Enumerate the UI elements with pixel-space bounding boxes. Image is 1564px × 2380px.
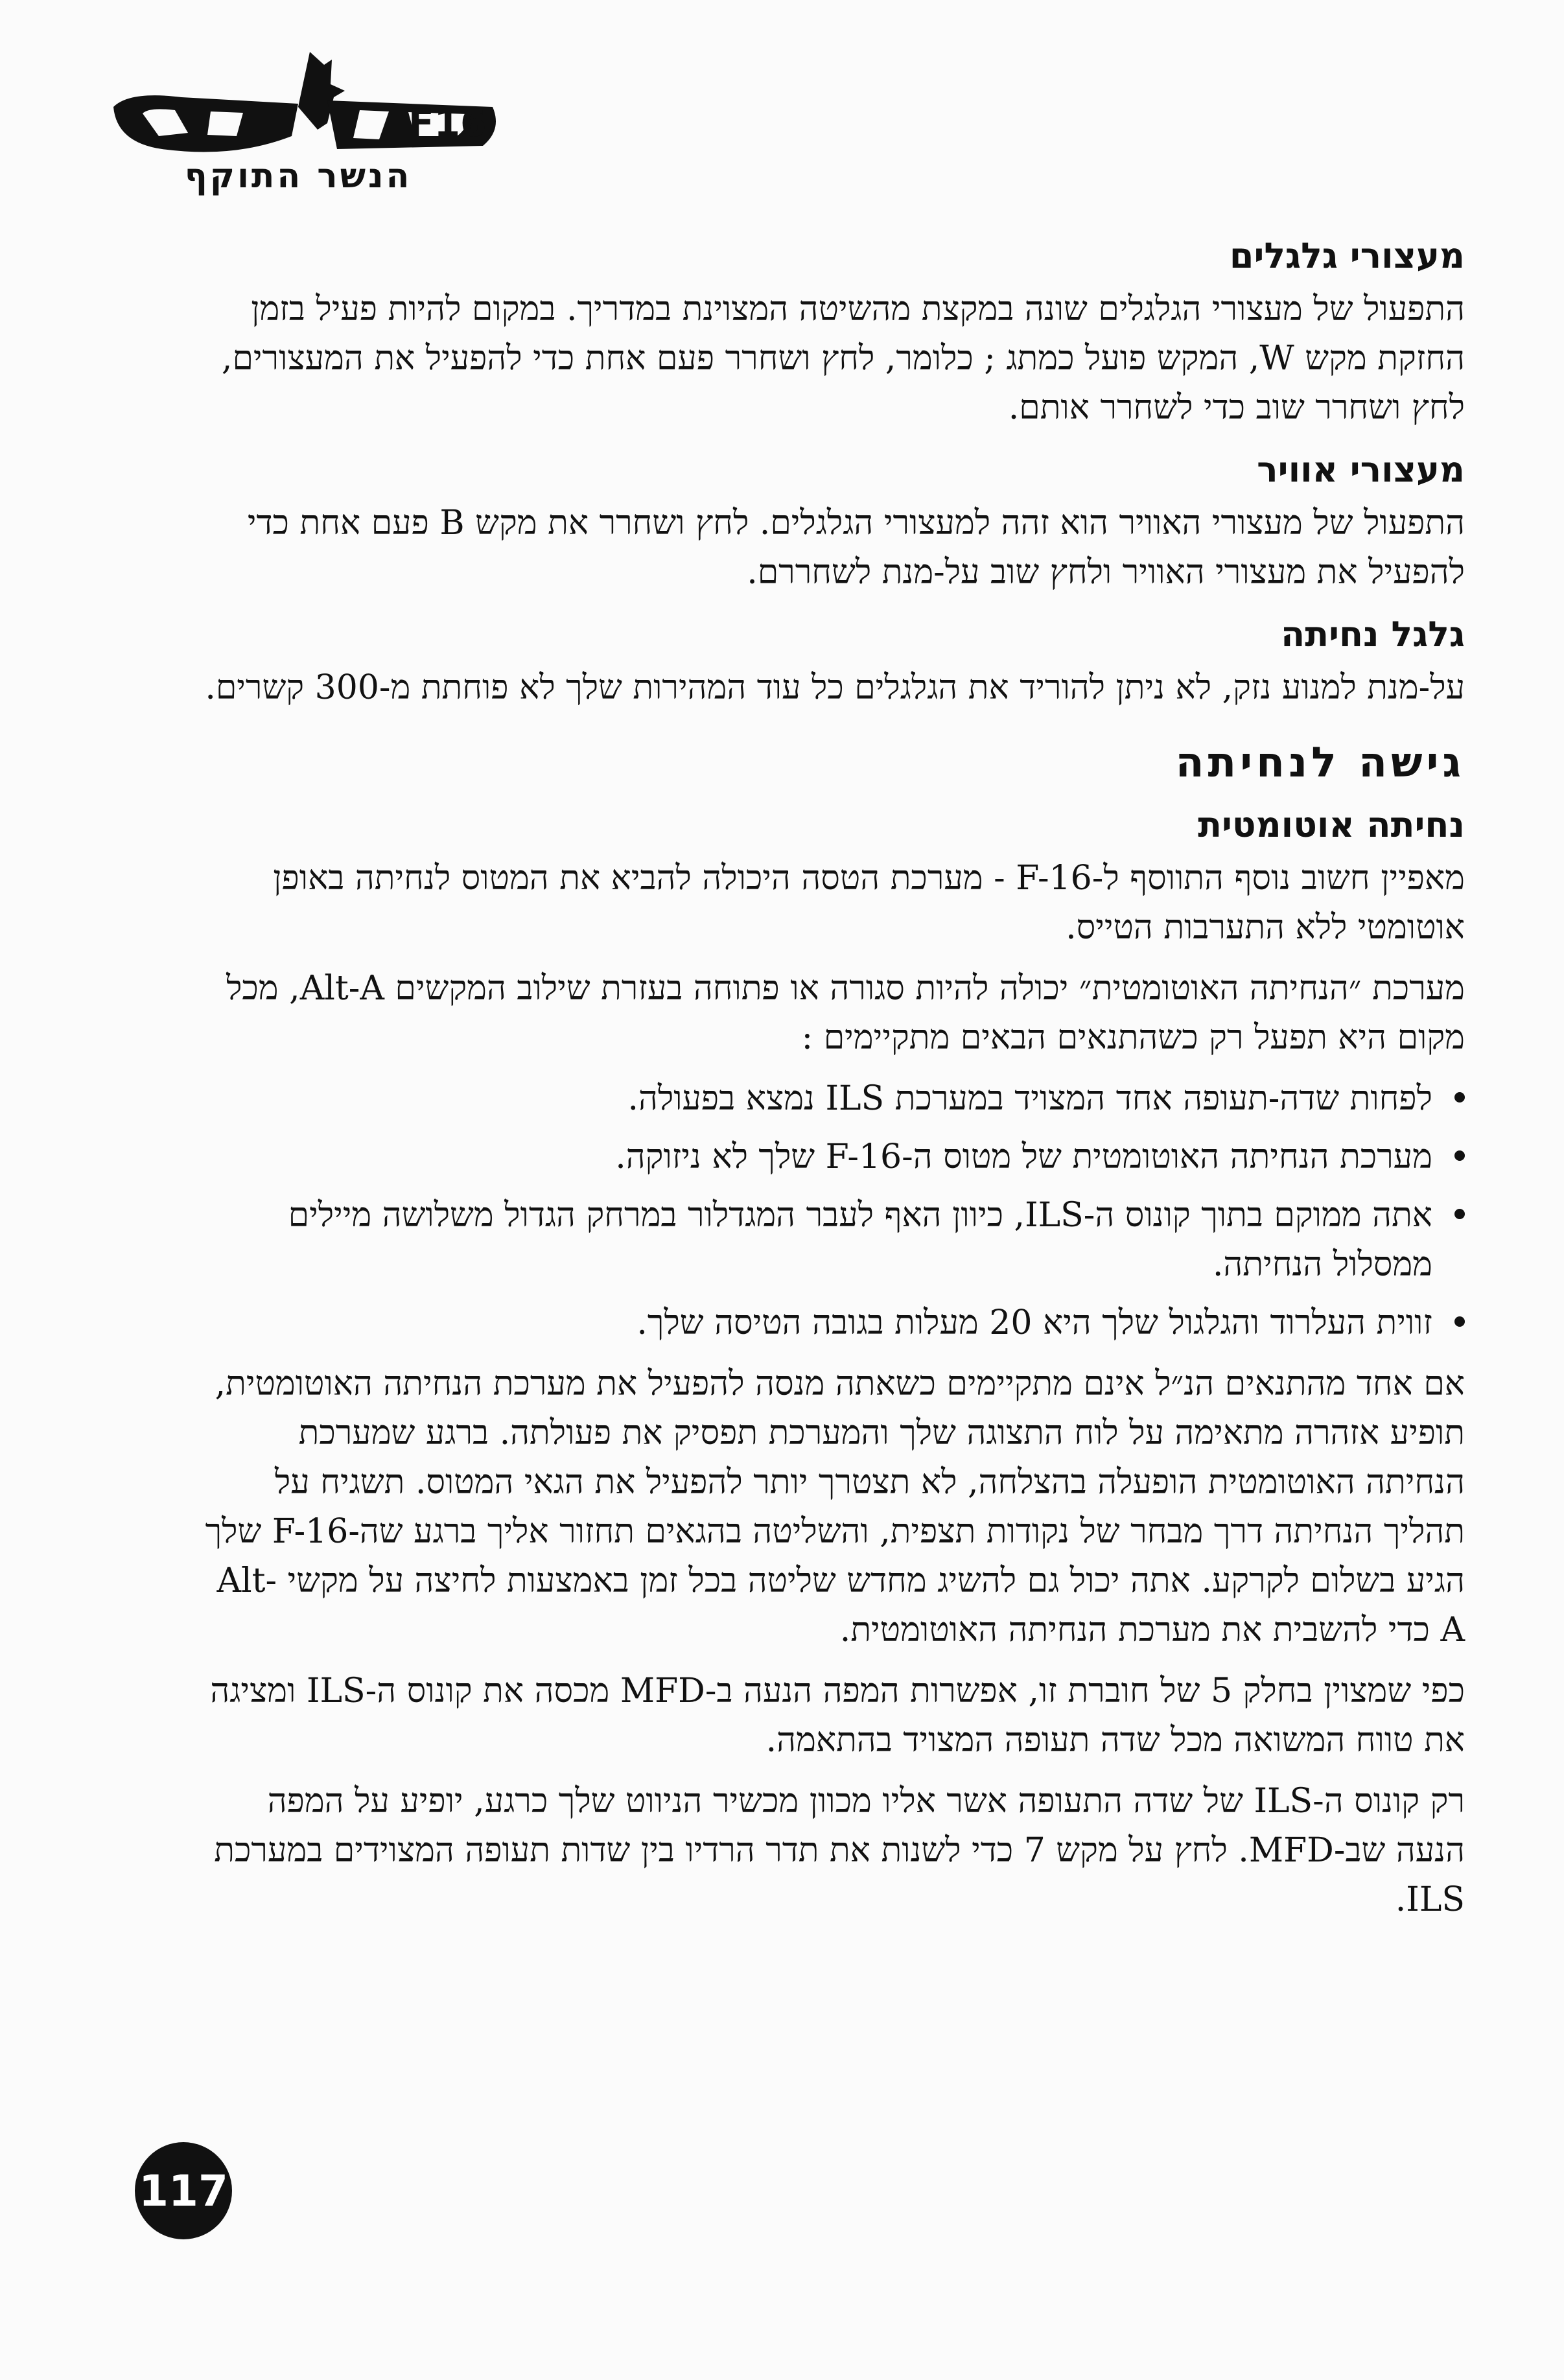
bullet-icon	[1454, 1209, 1465, 1219]
logo-text: F16	[408, 101, 487, 145]
list-item: לפחות שדה-תעופה אחד המצויד במערכת ILS נמצא בפעולה.	[194, 1074, 1432, 1123]
air-brakes-title: מעצורי אוויר	[1257, 449, 1465, 490]
conditions-list	[194, 1074, 1465, 1348]
landing-gear-section	[194, 609, 1465, 712]
main-text	[194, 230, 1465, 1936]
list-item: מערכת הנחיתה האוטומטית של מטוס ה-F-16 שלך לא ניזוקה.	[194, 1132, 1432, 1182]
autoland-para-1: מאפיין חשוב נוסף התווסף ל-F-16 - מערכת הטסה היכולה להביא את המטוס לנחיתה באופן אוטומטי ללא התערבות הטייס.	[273, 859, 1465, 947]
approach-section	[194, 732, 1465, 1924]
bullet-icon	[1454, 1092, 1465, 1102]
list-item: זווית העלרוד והגלגול שלך היא 20 מעלות בגובה הטיסה שלך.	[194, 1298, 1432, 1348]
bullet-icon	[1454, 1150, 1465, 1161]
wheel-brakes-text: התפעול של מעצורי הגלגלים שונה במקצת מהשיטה המצוינת במדריך. במקום להיות פעיל בזמן החזקת מקש W, המקש פועל כמתג ; כלומר, לחץ ושחרר פעם אחת כדי להפעיל את המעצורים, לחץ ושחרר שוב כדי לשחרר אותם.	[221, 290, 1465, 427]
page-number: 117	[135, 2142, 232, 2239]
wheel-brakes-title: מעצורי גלגלים	[1229, 235, 1465, 276]
autoland-para-2: מערכת ״הנחיתה האוטומטית״ יכולה להיות סגורה או פתוחה בעזרת שילוב המקשים Alt-A, מכל מקום היא תפעל רק כשהתנאים הבאים מתקיימים :	[226, 969, 1465, 1057]
bullet-icon	[1454, 1316, 1465, 1327]
approach-title: גישה לנחיתה	[1175, 739, 1465, 787]
landing-gear-title: גלגל נחיתה	[1281, 614, 1465, 655]
air-brakes-text: התפעול של מעצורי האוויר הוא זהה למעצורי הגלגלים. לחץ ושחרר את מקש B פעם אחת כדי להפעיל את מעצורי האוויר ולחץ שוב על-מנת לשחררם.	[247, 504, 1465, 592]
f16-logo	[104, 45, 506, 194]
autoland-para-4: כפי שמצוין בחלק 5 של חוברת זו, אפשרות המפה הנעה ב-MFD מכסה את קונוס ה-ILS ומציגה את טווח המשואה מכל שדה תעופה המצויד בהתאמה.	[210, 1672, 1465, 1760]
logo-caption: הנשר התוקף	[184, 157, 412, 196]
autoland-para-5: רק קונוס ה-ILS של שדה התעופה אשר אליו מכוון מכשיר הניווט שלך כרגע, יופיע על המפה הנעה שב-MFD. לחץ על מקש 7 כדי לשנות את תדר הרדיו בין שדות תעופה המצוידים במערכת ILS.	[214, 1782, 1465, 1919]
autoland-para-3: אם אחד מהתנאים הנ״ל אינם מתקיימים כשאתה מנסה להפעיל את מערכת הנחיתה האוטומטית, תופיע אזהרה מתאימה על לוח התצוגה שלך והמערכת תפסיק את פעולתה. ברגע שמערכת הנחיתה האוטומטית הופעלה בהצלחה, לא תצטרך יותר להפעיל את הגאי המטוס. תשגיח על תהליך הנחיתה דרך מבחר של נקודות תצפית, והשליטה בהגאים תחזור אליך ברגע שה-F-16 שלך הגיע בשלום לקרקע. אתה יכול גם להשיג מחדש שליטה בכל זמן באמצעות לחיצה על מקשי Alt-A כדי להשבית את מערכת הנחיתה האוטומטית.	[205, 1364, 1465, 1650]
air-brakes-section	[194, 444, 1465, 597]
list-item: אתה ממוקם בתוך קונוס ה-ILS, כיוון האף לעבר המגדלור במרחק הגדול משלושה מיילים ממסלול הנחיתה.	[194, 1191, 1432, 1289]
landing-gear-text: על-מנת למנוע נזק, לא ניתן להוריד את הגלגלים כל עוד המהירות שלך לא פוחתת מ-300 קשרים.	[205, 668, 1465, 707]
wheel-brakes-section	[194, 230, 1465, 432]
autoland-subtitle: נחיתה אוטומטית	[1198, 804, 1465, 845]
